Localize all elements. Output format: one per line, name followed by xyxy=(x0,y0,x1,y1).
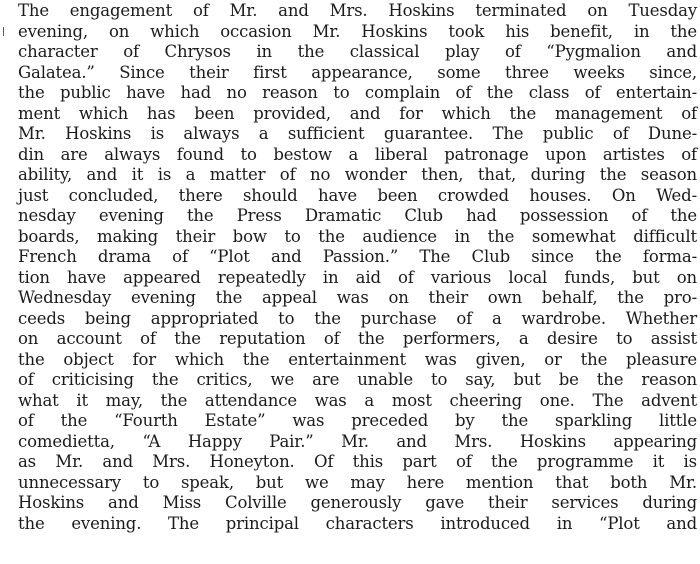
article-line-21: of the “Fourth Estate” was preceded by the sparkling little xyxy=(18,411,697,430)
article-line-5: the public have had no reason to complain of the class of entertain- xyxy=(18,83,697,102)
article-line-17: on account of the reputation of the performers, a desire to assist xyxy=(18,329,697,348)
article-line-1: The engagement of Mr. and Mrs. Hoskins terminated on Tuesday xyxy=(18,1,697,20)
article-line-4: Galatea.” Since their first appearance, some three weeks since, xyxy=(18,63,697,82)
article-line-18: the object for which the entertainment was given, or the pleasure xyxy=(18,350,697,369)
article-line-8: din are always found to bestow a liberal patronage upon artistes of xyxy=(18,145,697,164)
margin-mark xyxy=(3,27,4,36)
article-line-15: Wednesday evening the appeal was on their own behalf, the pro- xyxy=(18,288,697,307)
article-line-2: evening, on which occasion Mr. Hoskins took his benefit, in the xyxy=(18,22,697,41)
article-line-9: ability, and it is a matter of no wonder then, that, during the season xyxy=(18,165,697,184)
article-line-20: what it may, the attendance was a most cheering one. The advent xyxy=(18,391,697,410)
article-line-26: the evening. The principal characters introduced in “Plot and xyxy=(18,514,697,533)
article-line-23: as Mr. and Mrs. Honeyton. Of this part of the programme it is xyxy=(18,452,697,471)
article-line-10: just concluded, there should have been crowded houses. On Wed- xyxy=(18,186,697,205)
article-line-19: of criticising the critics, we are unable to say, but be the reason xyxy=(18,370,697,389)
article-line-3: character of Chrysos in the classical play of “Pygmalion and xyxy=(18,42,697,61)
article-line-11: nesday evening the Press Dramatic Club had possession of the xyxy=(18,206,697,225)
article-line-12: boards, making their bow to the audience in the somewhat difficult xyxy=(18,227,697,246)
article-line-16: ceeds being appropriated to the purchase of a wardrobe. Whether xyxy=(18,309,697,328)
article-line-25: Hoskins and Miss Colville generously gave their services during xyxy=(18,493,697,512)
article-line-22: comedietta, “A Happy Pair.” Mr. and Mrs. Hoskins appearing xyxy=(18,432,697,451)
article-line-24: unnecessary to speak, but we may here mention that both Mr. xyxy=(18,473,697,492)
article-line-13: French drama of “Plot and Passion.” The Club since the forma- xyxy=(18,247,697,266)
article-line-14: tion have appeared repeatedly in aid of various local funds, but on xyxy=(18,268,697,287)
article-line-7: Mr. Hoskins is always a sufficient guarantee. The public of Dune- xyxy=(18,124,697,143)
article-line-6: ment which has been provided, and for which the management of xyxy=(18,104,697,123)
